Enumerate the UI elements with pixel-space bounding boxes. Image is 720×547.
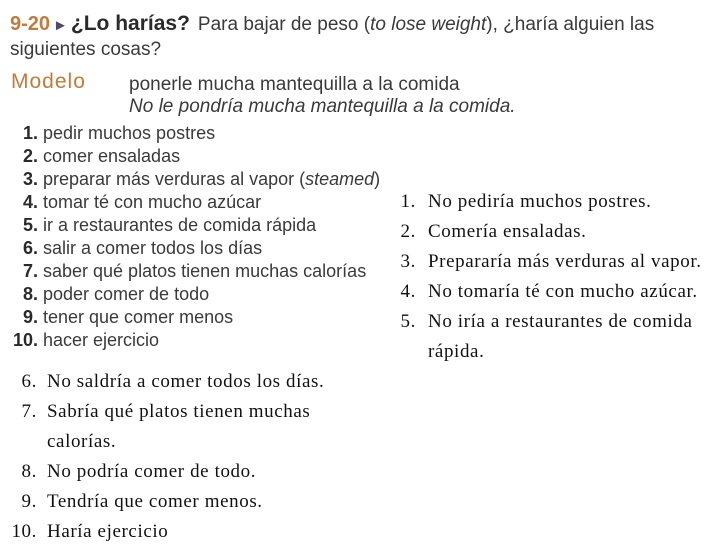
- item-hint: steamed: [305, 169, 375, 189]
- answer-text: No saldría a comer todos los días.: [47, 371, 325, 392]
- answer-text: Prepararía más verduras al vapor.: [428, 251, 702, 272]
- answer-text: Tendría que comer menos.: [47, 491, 263, 512]
- item-number: 9.: [22, 307, 38, 327]
- item-number: 1.: [22, 123, 38, 143]
- modelo-label: Modelo: [11, 70, 86, 93]
- answer-text: No tomaría té con mucho azúcar.: [428, 281, 698, 302]
- answer-number: 7.: [21, 401, 37, 422]
- modelo-answer: No le pondría mucha mantequilla a la comida.: [129, 96, 516, 117]
- modelo-prompt: ponerle mucha mantequilla a la comida: [129, 74, 460, 95]
- exercise-item: [10, 260, 380, 283]
- answer-item: [4, 517, 384, 547]
- answer-number: 10.: [11, 521, 37, 542]
- answer-item: [4, 457, 384, 487]
- answer-item: [389, 217, 714, 247]
- exercise-item: [10, 306, 380, 329]
- item-text: preparar más verduras al vapor (: [43, 169, 306, 189]
- item-text: ir a restaurantes de comida rápida: [43, 215, 317, 235]
- answer-number: 6.: [21, 371, 37, 392]
- answer-text: Comería ensaladas.: [428, 221, 587, 242]
- answer-number: 3.: [400, 251, 416, 272]
- item-number: 10.: [12, 330, 38, 350]
- item-text: saber qué platos tienen muchas calorías: [43, 261, 367, 281]
- item-number: 7.: [22, 261, 38, 281]
- answer-number: 8.: [21, 461, 37, 482]
- item-number: 3.: [22, 169, 38, 189]
- play-arrow-icon: ►: [53, 17, 68, 34]
- item-number: 4.: [22, 192, 38, 212]
- instruction-text-continued: ), ¿haría alguien las: [486, 14, 655, 35]
- answer-text: Sabría qué platos tienen muchas calorías.: [47, 401, 311, 452]
- item-text: tener que comer menos: [43, 307, 234, 327]
- item-text: pedir muchos postres: [43, 123, 216, 143]
- exercise-item: [10, 283, 380, 306]
- answer-item: [4, 487, 384, 517]
- exercise-item: [10, 214, 380, 237]
- instruction-gloss: to lose weight: [370, 14, 487, 35]
- item-text: hacer ejercicio: [43, 330, 160, 350]
- answer-text: Haría ejercicio: [47, 521, 169, 542]
- answer-text: No podría comer de todo.: [47, 461, 257, 482]
- answers-right-column: [389, 187, 714, 367]
- answer-item: [389, 277, 714, 307]
- answers-left-column: [4, 367, 384, 547]
- exercise-number: 9-20: [10, 13, 51, 35]
- item-number: 8.: [22, 284, 38, 304]
- answer-number: 9.: [21, 491, 37, 512]
- answer-number: 5.: [400, 311, 416, 332]
- exercise-title: ¿Lo harías?: [70, 12, 190, 35]
- exercise-item: [10, 122, 380, 145]
- answer-item: [4, 367, 384, 397]
- answer-number: 2.: [400, 221, 416, 242]
- answer-number: 4.: [400, 281, 416, 302]
- exercise-item: [10, 237, 380, 260]
- answer-item: [4, 397, 384, 457]
- exercise-item: [10, 168, 380, 191]
- exercise-items: [10, 122, 380, 352]
- instruction-text: Para bajar de peso (: [197, 14, 371, 35]
- item-text: comer ensaladas: [43, 146, 181, 166]
- exercise-item: [10, 329, 380, 352]
- answer-item: [389, 187, 714, 217]
- item-text: tomar té con mucho azúcar: [43, 192, 262, 212]
- answer-text: No iría a restaurantes de comida rápida.: [428, 311, 693, 362]
- item-number: 2.: [22, 146, 38, 166]
- answer-number: 1.: [400, 191, 416, 212]
- item-number: 5.: [22, 215, 38, 235]
- exercise-item: [10, 191, 380, 214]
- item-text: salir a comer todos los días: [43, 238, 263, 258]
- item-number: 6.: [22, 238, 38, 258]
- item-text: poder comer de todo: [43, 284, 210, 304]
- instruction-text-end: siguientes cosas?: [10, 39, 162, 60]
- exercise-header: [10, 12, 710, 62]
- answer-item: [389, 247, 714, 277]
- answer-item: [389, 307, 714, 367]
- exercise-item: [10, 145, 380, 168]
- item-hint-close: ): [374, 169, 381, 189]
- answer-text: No pediría muchos postres.: [428, 191, 652, 212]
